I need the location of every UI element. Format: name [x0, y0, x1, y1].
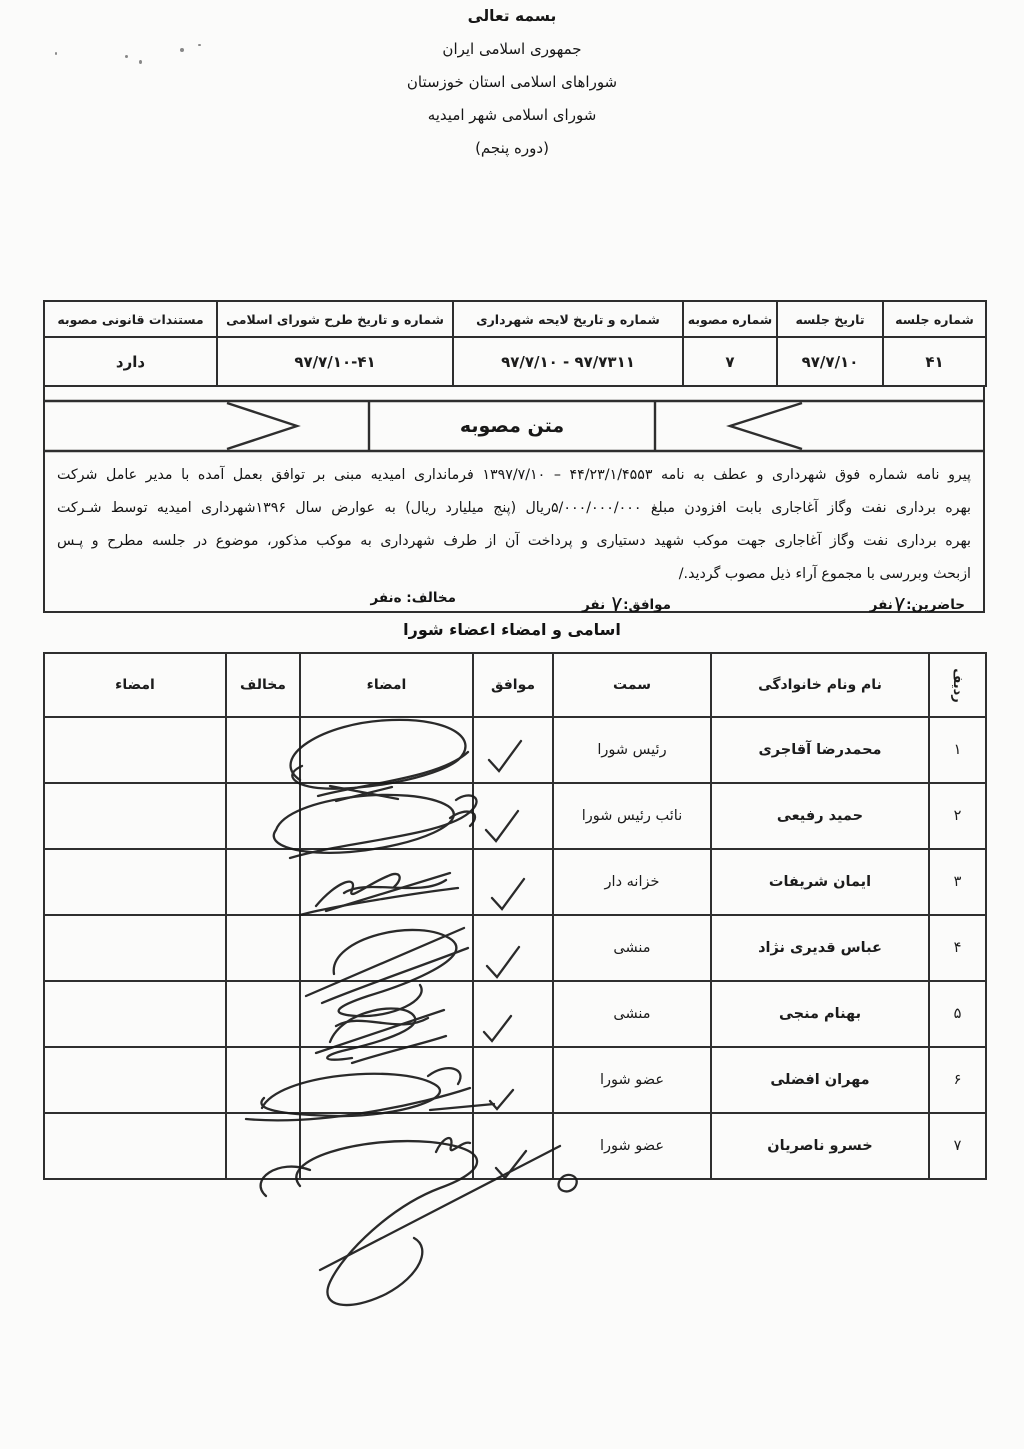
- member-position: عضو شورا: [553, 1113, 711, 1179]
- signature-cell: [300, 1113, 473, 1179]
- member-position: منشی: [553, 915, 711, 981]
- member-row: [44, 783, 986, 849]
- resolution-section: [43, 385, 985, 617]
- agree-check-cell: [473, 1047, 553, 1113]
- member-row: [44, 981, 986, 1047]
- value-session-date: ۹۷/۷/۱۰: [777, 337, 883, 386]
- present-suffix: نفر: [869, 597, 893, 613]
- value-session-number: ۴۱: [883, 337, 986, 386]
- member-name: مهران افضلی: [711, 1047, 929, 1113]
- agree-handwritten-seven: ۷: [609, 591, 624, 617]
- member-row: [44, 1047, 986, 1113]
- member-position: نائب رئیس شورا: [553, 783, 711, 849]
- agree-check-cell: [473, 717, 553, 783]
- value-legal-docs: دارد: [44, 337, 217, 386]
- signature-cell: [300, 915, 473, 981]
- letterhead-country: جمهوری اسلامی ایران: [442, 40, 582, 58]
- letterhead-province-councils: شوراهای اسلامی استان خوزستان: [406, 73, 618, 91]
- row-number-rotated-label: ردیف: [950, 668, 965, 703]
- signature-cell: [300, 1047, 473, 1113]
- value-bill-number-date: ۹۷/۷۳۱۱ - ۹۷/۷/۱۰: [453, 337, 683, 386]
- value-plan-number-date: ۹۷/۷/۱۰-۴۱: [217, 337, 453, 386]
- info-value-row: [44, 337, 986, 386]
- member-name: خسرو ناصریان: [711, 1113, 929, 1179]
- signature-cell: [300, 849, 473, 915]
- row-number: ۷: [929, 1113, 986, 1179]
- header-row-number: [929, 653, 986, 717]
- header-oppose: مخالف: [226, 653, 300, 717]
- vote-summary-row: [57, 590, 971, 620]
- member-position: منشی: [553, 981, 711, 1047]
- member-row: [44, 849, 986, 915]
- signature-cell-2: [44, 981, 226, 1047]
- letterhead-city-council: شورای اسلامی شهر امیدیه: [427, 106, 597, 124]
- agree-check-cell: [473, 1113, 553, 1179]
- agree-check-cell: [473, 981, 553, 1047]
- signature-cell-2: [44, 915, 226, 981]
- agree-count: [581, 590, 671, 617]
- member-position: رئیس شورا: [553, 717, 711, 783]
- member-position: خزانه دار: [553, 849, 711, 915]
- signature-cell-2: [44, 783, 226, 849]
- resolution-line: بهره برداری نفت وگاز آغاجاری جهت موکب شهید دستیاری و پرداخت آن از طرف شهرداری به موکب مذکور، موضوع در جلسه مطرح و پـس: [57, 533, 971, 549]
- agree-label: موافق:: [623, 597, 671, 613]
- member-name: حمید رفیعی: [711, 783, 929, 849]
- oppose-cell: [226, 981, 300, 1047]
- header-signature-2: امضاء: [44, 653, 226, 717]
- oppose-cell: [226, 915, 300, 981]
- agree-check-cell: [473, 783, 553, 849]
- present-label: حاضرین:: [906, 597, 965, 613]
- header-legal-docs: مستندات قانونی مصوبه: [44, 301, 217, 337]
- letterhead-term: (دوره پنجم): [475, 139, 549, 157]
- ribbon-right-chevron-icon: [730, 403, 802, 449]
- agree-check-cell: [473, 849, 553, 915]
- member-name: بهنام منجی: [711, 981, 929, 1047]
- row-number: ۶: [929, 1047, 986, 1113]
- letterhead-basmala: بسمه تعالی: [467, 7, 557, 25]
- value-resolution-number: ۷: [683, 337, 777, 386]
- ribbon-left-chevron-icon: [227, 403, 297, 449]
- row-number: ۵: [929, 981, 986, 1047]
- header-position: سمت: [553, 653, 711, 717]
- member-name: ایمان شریفات: [711, 849, 929, 915]
- header-session-number: شماره جلسه: [883, 301, 986, 337]
- member-position: عضو شورا: [553, 1047, 711, 1113]
- members-signature-table: [43, 652, 985, 1180]
- agree-suffix: نفر: [581, 597, 610, 613]
- member-row: [44, 717, 986, 783]
- info-header-row: [44, 301, 986, 337]
- signature-cell-2: [44, 717, 226, 783]
- agree-check-cell: [473, 915, 553, 981]
- signature-cell: [300, 783, 473, 849]
- row-number: ۲: [929, 783, 986, 849]
- signature-cell-2: [44, 1047, 226, 1113]
- member-name: عباس قدیری نژاد: [711, 915, 929, 981]
- session-info-table: [43, 300, 985, 387]
- member-row: [44, 915, 986, 981]
- header-signature: امضاء: [300, 653, 473, 717]
- header-bill-number-date: شماره و تاریخ لایحه شهرداری: [453, 301, 683, 337]
- header-resolution-number: شماره مصوبه: [683, 301, 777, 337]
- present-count: [869, 590, 965, 617]
- resolution-line: بهره برداری نفت وگاز آغاجاری بابت افزودن مبلغ ۵/۰۰۰/۰۰۰/۰۰۰ریال (پنج میلیارد ریال) به عوارض سال ۱۳۹۶شهرداری امیدیه توسط شـرکت: [57, 500, 971, 516]
- resolution-body: [57, 459, 971, 591]
- oppose-count: مخالف: ەنفر: [370, 590, 456, 606]
- oppose-cell: [226, 783, 300, 849]
- oppose-cell: [226, 717, 300, 783]
- resolution-line: ازبحث وبررسی با مجموع آراء ذیل مصوب گردید./: [678, 566, 971, 582]
- resolution-banner-title: متن مصوبه: [459, 415, 565, 437]
- row-number: ۴: [929, 915, 986, 981]
- signature-cell: [300, 717, 473, 783]
- members-table-title: اسامی و امضاء اعضاء شورا: [403, 620, 621, 639]
- oppose-cell: [226, 849, 300, 915]
- letterhead: [0, 0, 1024, 165]
- resolution-line: پیرو نامه شماره فوق شهرداری و عطف به نامه ۴۴/۲۳/۱/۴۵۵۳ – ۱۳۹۷/۷/۱۰ فرمانداری امیدیه مبنی بر توافق بعمل آمده با مدیر عامل شرکت: [57, 467, 971, 483]
- header-agree: موافق: [473, 653, 553, 717]
- present-handwritten-seven: ۷: [892, 591, 907, 617]
- header-session-date: تاریخ جلسه: [777, 301, 883, 337]
- member-row: [44, 1113, 986, 1179]
- signature-cell-2: [44, 1113, 226, 1179]
- header-full-name: نام ونام خانوادگی: [711, 653, 929, 717]
- signature-cell-2: [44, 849, 226, 915]
- row-number: ۳: [929, 849, 986, 915]
- row-number: ۱: [929, 717, 986, 783]
- oppose-cell: [226, 1047, 300, 1113]
- signature-cell: [300, 981, 473, 1047]
- members-header-row: [44, 653, 986, 717]
- oppose-cell: [226, 1113, 300, 1179]
- member-name: محمدرضا آقاجری: [711, 717, 929, 783]
- header-plan-number-date: شماره و تاریخ طرح شورای اسلامی: [217, 301, 453, 337]
